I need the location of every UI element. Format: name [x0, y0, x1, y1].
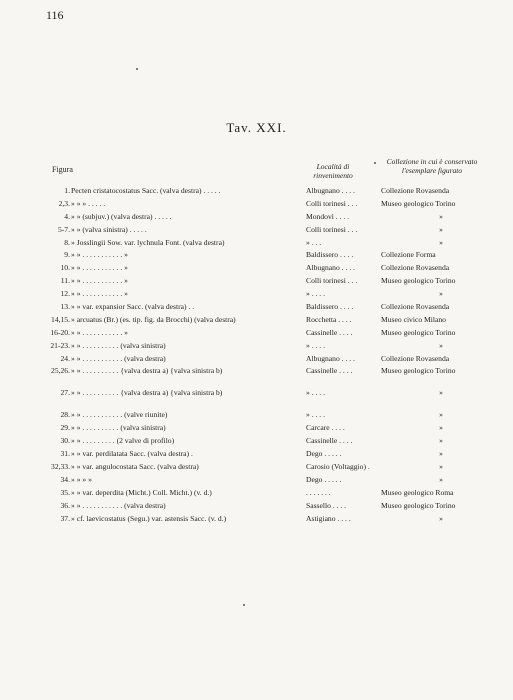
- figure-description: » » . . . . . . . . . . {valva destra a) {valva sinistra b): [71, 366, 223, 376]
- table-row: [0, 263, 513, 276]
- header-collezione: Collezione in cui è conservato l'esemplare figurato: [386, 157, 478, 175]
- locality: Albugnano . . . .: [306, 186, 355, 195]
- table-row: [0, 366, 513, 388]
- collection: »: [439, 474, 443, 484]
- collection: »: [439, 237, 443, 247]
- figure-description: » » (subjuv.) (valva destra) . . . . .: [71, 211, 172, 221]
- figure-description: » » (valva sinistra) . . . . .: [71, 224, 147, 234]
- collection: »: [439, 449, 443, 459]
- figure-number: 12.: [60, 289, 70, 299]
- collection: »: [439, 410, 443, 420]
- collection: Collezione Rovasenda: [381, 353, 450, 363]
- locality: Albugnano . . . .: [306, 263, 355, 273]
- table-row: [0, 238, 513, 251]
- figure-description: » » . . . . . . . . . . . »: [71, 276, 128, 286]
- figure-description: Pecten cristatocostatus Sacc. (valva destra) . . . . .: [71, 186, 221, 195]
- table-row: [0, 186, 513, 199]
- collection: Collezione Forma: [381, 250, 436, 260]
- figure-description: » » . . . . . . . . . (2 valve di profilo): [71, 436, 175, 446]
- locality: Sassello . . . .: [306, 500, 347, 510]
- collection: »: [439, 462, 443, 472]
- figure-number: 2,3.: [58, 198, 70, 208]
- collection: Museo geologico Torino: [381, 276, 456, 286]
- speck: [374, 162, 376, 164]
- table-row: [0, 410, 513, 423]
- figure-number: 10.: [60, 263, 70, 273]
- figure-description: » » . . . . . . . . . . . »: [71, 289, 128, 299]
- figure-number: 9.: [64, 250, 70, 260]
- figure-description: » » . . . . . . . . . . . »: [71, 250, 128, 260]
- collection: Museo geologico Torino: [381, 327, 456, 337]
- locality: Astigiano . . . .: [306, 513, 351, 523]
- figure-description: » » . . . . . . . . . . (valva sinistra): [71, 340, 166, 350]
- collection: »: [439, 436, 443, 446]
- table-row: [0, 289, 513, 302]
- figure-description: » cf. laevicostatus (Segu.) var. astensis Sacc. (v. d.): [71, 513, 227, 523]
- table-row: [0, 488, 513, 501]
- table-row: [0, 302, 513, 315]
- collection: Museo geologico Torino: [381, 366, 456, 376]
- table-row: [0, 250, 513, 263]
- figure-number: 1.: [64, 186, 70, 195]
- table-row: [0, 328, 513, 341]
- figure-description: » » . . . . . . . . . . . (valve riunite): [71, 410, 168, 420]
- table-row: [0, 423, 513, 436]
- figure-description: » » var. angulocostata Sacc. (valva destra): [71, 462, 199, 472]
- figure-number: 8.: [64, 237, 70, 247]
- speck: [136, 68, 138, 70]
- figure-number: 29.: [60, 423, 70, 433]
- figure-description: » » var. perdilatata Sacc. (valva destra) .: [71, 449, 193, 459]
- locality: Mondovì . . . .: [306, 211, 350, 221]
- figure-description: » » » »: [71, 474, 92, 484]
- collection: Collezione Rovasenda: [381, 186, 450, 195]
- collection: Collezione Rovasenda: [381, 263, 450, 273]
- collection: Museo civico Milano: [381, 314, 446, 324]
- locality: Colli torinesi . . .: [306, 198, 358, 208]
- locality: Cassinelle . . . .: [306, 327, 353, 337]
- locality: . . . . . . .: [306, 487, 331, 497]
- collection: Collezione Rovasenda: [381, 302, 450, 312]
- table-row: [0, 462, 513, 475]
- locality: Carcare . . . .: [306, 423, 345, 433]
- figure-description: » » var. expansior Sacc. (valva destra) . .: [71, 302, 195, 312]
- figure-number: 28.: [60, 410, 70, 420]
- figure-description: » Josslingii Sow. var. lychnula Font. (valva destra): [71, 237, 225, 247]
- figure-description: » » . . . . . . . . . . . (valva destra): [71, 500, 166, 510]
- locality: » . . . .: [306, 388, 325, 398]
- collection: »: [439, 388, 443, 398]
- figure-description: » » . . . . . . . . . . . »: [71, 327, 128, 337]
- table-row: [0, 315, 513, 328]
- locality: Albugnano . . . .: [306, 353, 355, 363]
- collection: »: [439, 211, 443, 221]
- collection: »: [439, 423, 443, 433]
- figure-description: » » » . . . . .: [71, 198, 106, 208]
- figure-number: 5-7.: [57, 224, 70, 234]
- figure-number: 11.: [60, 276, 70, 286]
- table-row: [0, 225, 513, 238]
- figure-number: 24.: [60, 353, 70, 363]
- collection: »: [439, 513, 443, 523]
- table-row: [0, 475, 513, 488]
- table-row: [0, 199, 513, 212]
- locality: » . . . .: [306, 410, 325, 420]
- speck: [243, 604, 245, 606]
- collection: Museo geologico Torino: [381, 198, 456, 208]
- header-figura: Figura: [52, 165, 73, 174]
- locality: Colli torinesi . . .: [306, 224, 358, 234]
- table-row: [0, 212, 513, 225]
- collection: »: [439, 289, 443, 299]
- locality: » . . . .: [306, 289, 325, 299]
- figure-number: 27.: [60, 388, 70, 398]
- figure-number: 13.: [60, 302, 70, 312]
- table-row: [0, 354, 513, 367]
- collection: Museo geologico Roma: [381, 487, 454, 497]
- locality: » . . .: [306, 237, 322, 247]
- locality: Colli torinesi . . .: [306, 276, 358, 286]
- figure-number: 37.: [60, 513, 70, 523]
- locality: Cassinelle . . . .: [306, 436, 353, 446]
- locality: » . . . .: [306, 340, 325, 350]
- locality: Baldissero . . . .: [306, 302, 354, 312]
- table-row: [0, 501, 513, 514]
- locality: Dego . . . . .: [306, 474, 342, 484]
- locality: Cassinelle . . . .: [306, 366, 353, 376]
- figure-number: 14,15.: [51, 314, 70, 324]
- figure-description: » » . . . . . . . . . . . »: [71, 263, 128, 273]
- figure-number: 31.: [60, 449, 70, 459]
- figure-description: » » . . . . . . . . . . (valva sinistra): [71, 423, 166, 433]
- locality: Baldissero . . . .: [306, 250, 354, 260]
- figure-description: » » . . . . . . . . . . {valva destra a) {valva sinistra b): [71, 388, 223, 398]
- figure-number: 35.: [60, 487, 70, 497]
- figure-description: » » . . . . . . . . . . . (valva destra): [71, 353, 166, 363]
- figure-number: 36.: [60, 500, 70, 510]
- figure-number: 16-20.: [50, 327, 70, 337]
- collection: »: [439, 340, 443, 350]
- figure-number: 34.: [60, 474, 70, 484]
- table-row: [0, 449, 513, 462]
- page-number: 116: [46, 8, 64, 22]
- figure-number: 32,33.: [51, 462, 70, 472]
- figure-description: » arcuatus (Br.) (es. tip. fig. da Brocchi) (valva destra): [71, 314, 236, 324]
- figure-number: 25,26.: [51, 366, 70, 376]
- locality: Carosio (Voltaggio) .: [306, 462, 370, 472]
- table-row: [0, 276, 513, 289]
- table-row: [0, 341, 513, 354]
- figure-table: [0, 186, 513, 526]
- locality: Dego . . . . .: [306, 449, 342, 459]
- figure-number: 4.: [64, 211, 70, 221]
- collection: Museo geologico Torino: [381, 500, 456, 510]
- figure-number: 30.: [60, 436, 70, 446]
- figure-number: 21-23.: [50, 340, 70, 350]
- header-localita: Località di rinvenimento: [313, 162, 353, 180]
- table-row: [0, 514, 513, 527]
- figure-description: » » var. deperdita (Micht.) Coll. Micht.) (v. d.): [71, 487, 212, 497]
- collection: »: [439, 224, 443, 234]
- locality: Rocchetta . . . .: [306, 314, 352, 324]
- table-row: [0, 436, 513, 449]
- table-row: [0, 388, 513, 410]
- plate-title: Tav. XXI.: [226, 120, 287, 135]
